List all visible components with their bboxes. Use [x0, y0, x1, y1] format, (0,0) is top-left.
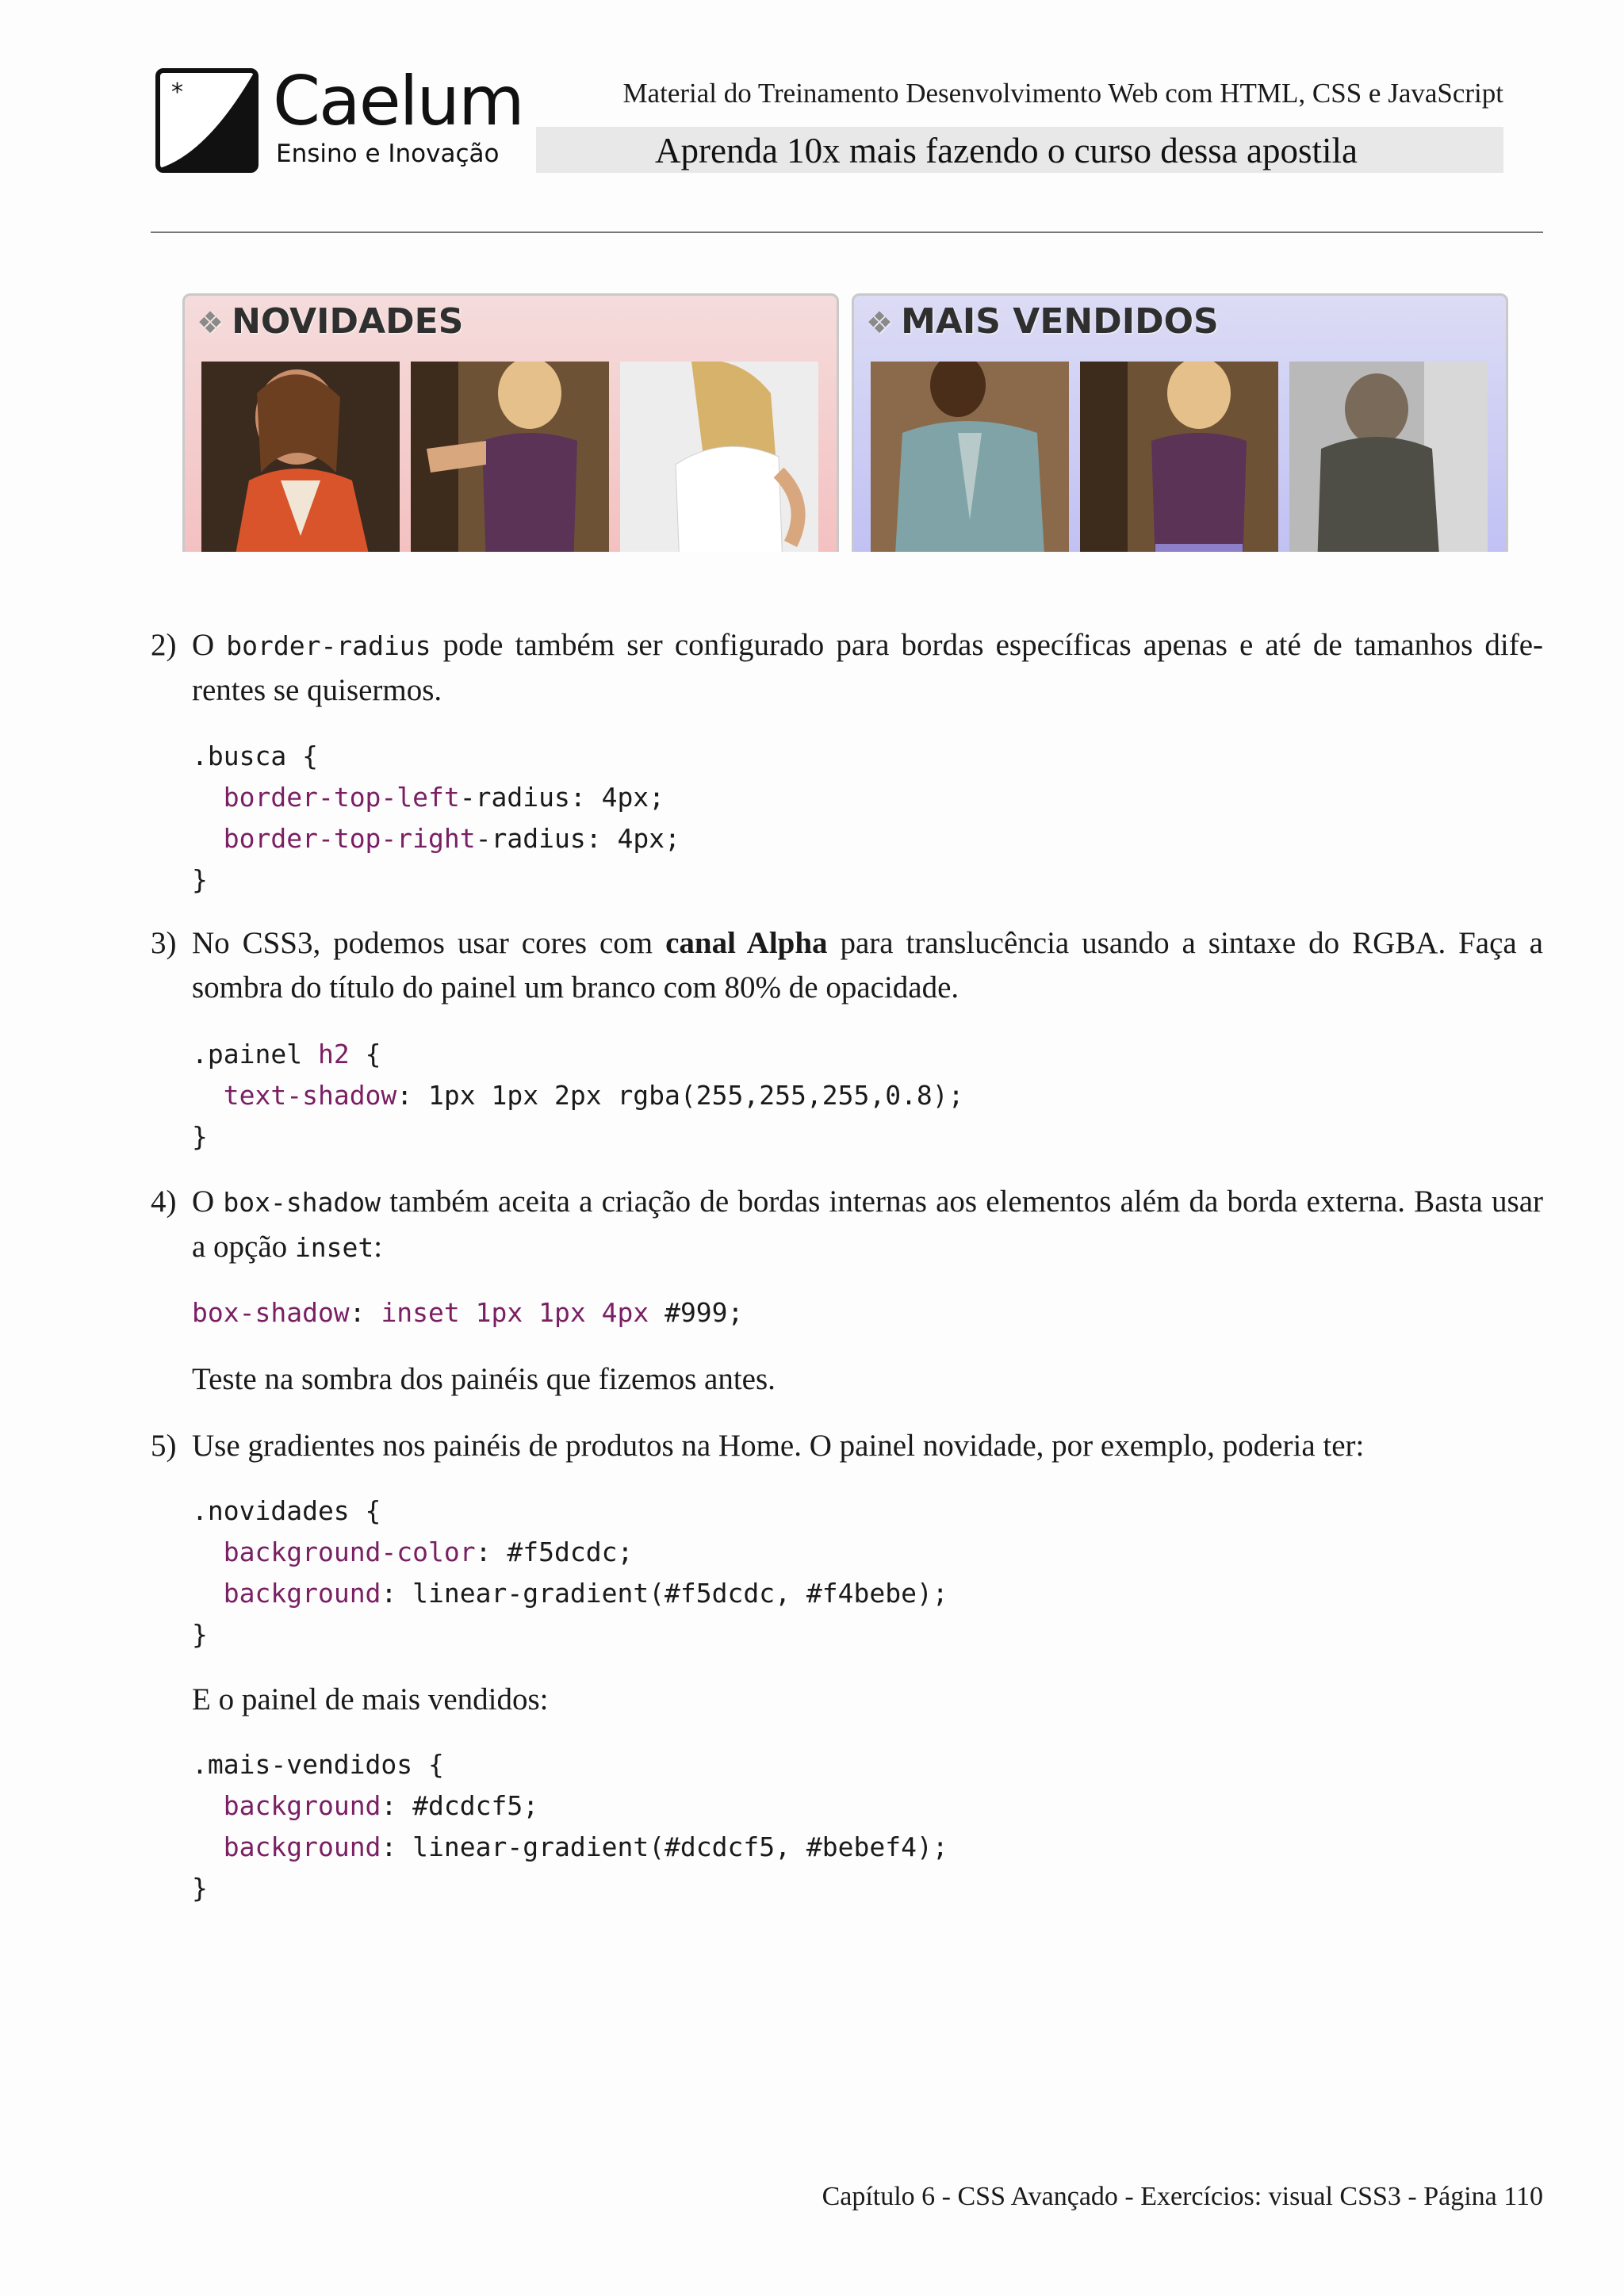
item-4-note: Teste na sombra dos painéis que fizemos antes. — [192, 1362, 776, 1396]
item-number: 4) — [151, 1184, 177, 1219]
logo-name: Caelum — [273, 62, 523, 141]
code-line-box-shadow: box-shadow: inset 1px 1px 4px #999; — [192, 1297, 744, 1328]
logo-tagline: Ensino e Inovação — [276, 140, 500, 168]
product-photo — [1289, 362, 1488, 552]
item-5-between: E o painel de mais vendidos: — [192, 1682, 549, 1716]
item-text: O border-radius pode também ser configurado para bordas específicas apenas e até de tamanhos dife- rentes se quisermos. — [192, 628, 1543, 707]
code-block-mais-vendidos: .mais-vendidos { background: #dcdcf5; background: linear-gradient(#dcdcf5, #bebef4); } — [192, 1749, 948, 1904]
product-photo — [411, 362, 609, 552]
header-banner-text: Aprenda 10x mais fazendo o curso dessa apostila — [655, 131, 1358, 170]
product-photo — [871, 362, 1069, 552]
item-number: 2) — [151, 628, 177, 662]
diamond-icon: ❖ — [197, 305, 224, 340]
code-block-novidades: .novidades { background-color: #f5dcdc; background: linear-gradient(#f5dcdc, #f4bebe); } — [192, 1495, 948, 1650]
exercise-item-5 — [151, 1424, 1543, 1471]
product-photo — [620, 362, 818, 552]
item-text: Use gradientes nos painéis de produtos na Home. O painel novidade, por exemplo, poderia ter: — [192, 1429, 1365, 1463]
item-number: 5) — [151, 1429, 177, 1463]
bold-term: canal Alpha — [665, 926, 828, 960]
exercise-item-3 — [151, 921, 1543, 1016]
panel-novidades — [182, 293, 839, 552]
item-number: 3) — [151, 926, 177, 960]
item-text: O box-shadow também aceita a criação de bordas internas aos elementos além da borda externa. Basta usar a opção inset: — [192, 1184, 1543, 1264]
inline-code: border-radius — [226, 630, 431, 661]
product-photo — [1080, 362, 1278, 552]
product-photo — [201, 362, 400, 552]
code-block-painel: .painel h2 { text-shadow: 1px 1px 2px rgba(255,255,255,0.8); } — [192, 1039, 964, 1152]
inline-code: box-shadow — [223, 1187, 381, 1218]
logo-mark-icon — [155, 68, 259, 173]
page-footer: Capítulo 6 - CSS Avançado - Exercícios: visual CSS3 - Página 110 — [822, 2182, 1543, 2211]
exercise-item-4 — [151, 1180, 1543, 1275]
caelum-logo — [155, 62, 523, 179]
diamond-icon: ❖ — [866, 305, 894, 340]
exercise-item-2 — [151, 623, 1543, 718]
header-banner — [536, 127, 1503, 173]
panel-mais-vendidos — [852, 293, 1508, 552]
header-subtitle: Material do Treinamento Desenvolvimento Web com HTML, CSS e JavaScript — [622, 78, 1503, 109]
code-block-busca: .busca { border-top-left-radius: 4px; border-top-right-radius: 4px; } — [192, 740, 680, 895]
item-text: No CSS3, podemos usar cores com canal Alpha para translucência usando a sintaxe do RGBA. Faça a sombra do título do painel um branco com 80% de opacidade. — [192, 926, 1543, 1004]
panel-novidades-title: ❖ NOVIDADES — [197, 301, 464, 342]
header-divider — [151, 232, 1543, 233]
product-panels-figure — [182, 293, 1511, 552]
panel-mais-vendidos-title: ❖ MAIS VENDIDOS — [866, 301, 1219, 342]
inline-code: inset — [294, 1232, 374, 1263]
svg-text:*: * — [171, 78, 183, 106]
